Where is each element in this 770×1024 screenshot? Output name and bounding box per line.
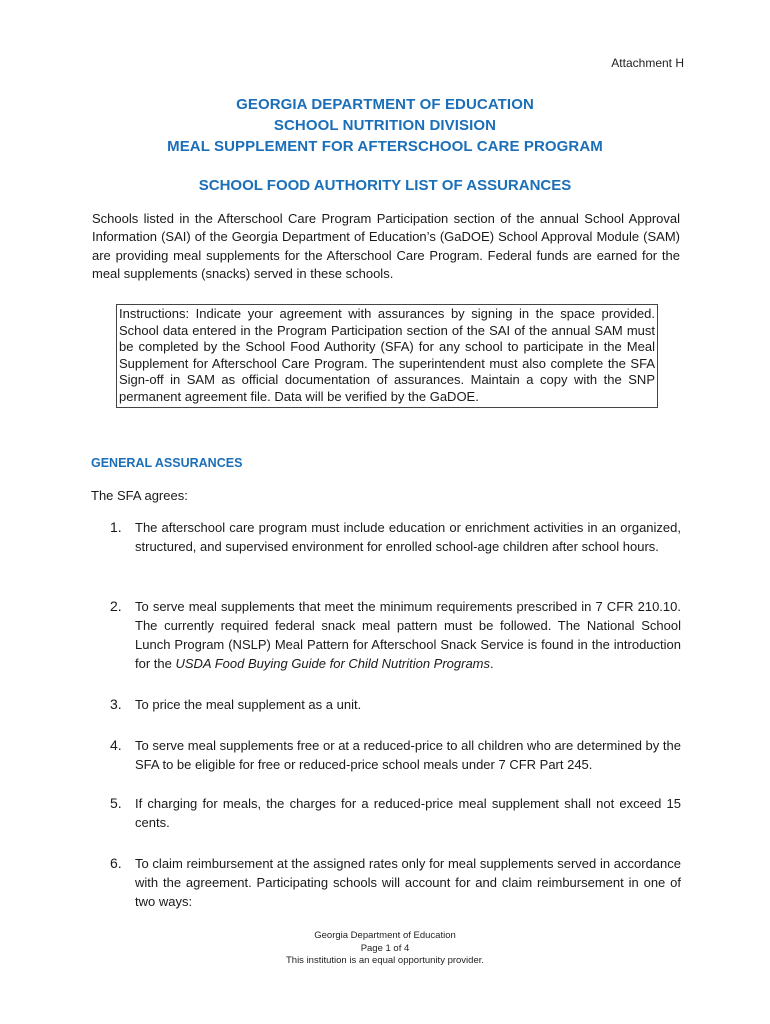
header-line-department: GEORGIA DEPARTMENT OF EDUCATION <box>236 96 534 113</box>
assurance-text: The afterschool care program must include education or enrichment activities in an organized, structured, and supervised environment for enrolled school-age children after school hours. <box>135 520 681 554</box>
footer-page-number: Page 1 of 4 <box>360 942 410 954</box>
assurance-text: To price the meal supplement as a unit. <box>135 697 362 712</box>
instructions-box: Instructions: Indicate your agreement with assurances by signing in the space provided. School data entered in the Program Participation section of the SAI of the annual SAM must be completed by the School Food Authority (SFA) for any school to participate in the Meal Supplement for Afterschool Care Program. The superintendent must also complete the SFA Sign-off in SAM as official documentation of assurances. Maintain a copy with the SNP permanent agreement file. Data will be verified by the GaDOE. <box>116 304 658 408</box>
assurance-item-1 <box>110 518 681 556</box>
footer-organization: Georgia Department of Education <box>314 930 456 941</box>
assurance-text: To serve meal supplements free or at a reduced-price to all children who are determined by the SFA to be eligible for free or reduced-price school meals under 7 CFR Part 245. <box>135 738 681 772</box>
document-header <box>0 94 770 157</box>
general-assurances-heading: GENERAL ASSURANCES <box>91 456 243 470</box>
assurance-text <box>135 597 681 673</box>
assurance-text-end: . <box>490 656 494 671</box>
page-footer <box>0 930 770 968</box>
assurance-number: 6. <box>110 855 122 871</box>
assurance-text-main: To serve meal supplements that meet the minimum requirements prescribed in 7 CFR 210.10. The currently required federal snack meal pattern must be followed. The National School Lunch Program (NSLP) Meal Pattern for Afterschool Snack Service is found in the introduction for the <box>135 599 681 671</box>
attachment-label: Attachment H <box>611 56 684 70</box>
assurance-item-2 <box>110 597 681 673</box>
header-line-division: SCHOOL NUTRITION DIVISION <box>273 117 497 134</box>
assurance-item-4 <box>110 736 681 774</box>
assurance-number: 3. <box>110 696 122 712</box>
assurance-text: If charging for meals, the charges for a reduced-price meal supplement shall not exceed 15 cents. <box>135 796 681 830</box>
sfa-agrees-label: The SFA agrees: <box>91 488 188 503</box>
assurance-number: 2. <box>110 598 122 614</box>
assurance-item-6 <box>110 854 681 911</box>
assurance-number: 1. <box>110 519 122 535</box>
assurance-number: 4. <box>110 737 122 753</box>
usda-guide-title: USDA Food Buying Guide for Child Nutrition Programs <box>175 656 491 671</box>
document-subtitle: SCHOOL FOOD AUTHORITY LIST OF ASSURANCES <box>198 177 572 194</box>
intro-paragraph: Schools listed in the Afterschool Care Program Participation section of the annual School Approval Information (SAI) of the Georgia Department of Education’s (GaDOE) School Approval Module (SAM) are providing meal supplements for the Afterschool Care Program. Federal funds are earned for the meal supplements (snacks) served in these schools. <box>92 211 680 282</box>
header-line-program: MEAL SUPPLEMENT FOR AFTERSCHOOL CARE PROGRAM <box>167 138 603 155</box>
assurance-item-5 <box>110 794 681 832</box>
assurance-text: To claim reimbursement at the assigned rates only for meal supplements served in accordance with the agreement. Participating schools will account for and claim reimbursement in one of two ways: <box>135 856 681 909</box>
footer-equal-opportunity: This institution is an equal opportunity provider. <box>285 955 485 967</box>
assurance-item-3 <box>110 695 681 714</box>
assurance-number: 5. <box>110 795 122 811</box>
